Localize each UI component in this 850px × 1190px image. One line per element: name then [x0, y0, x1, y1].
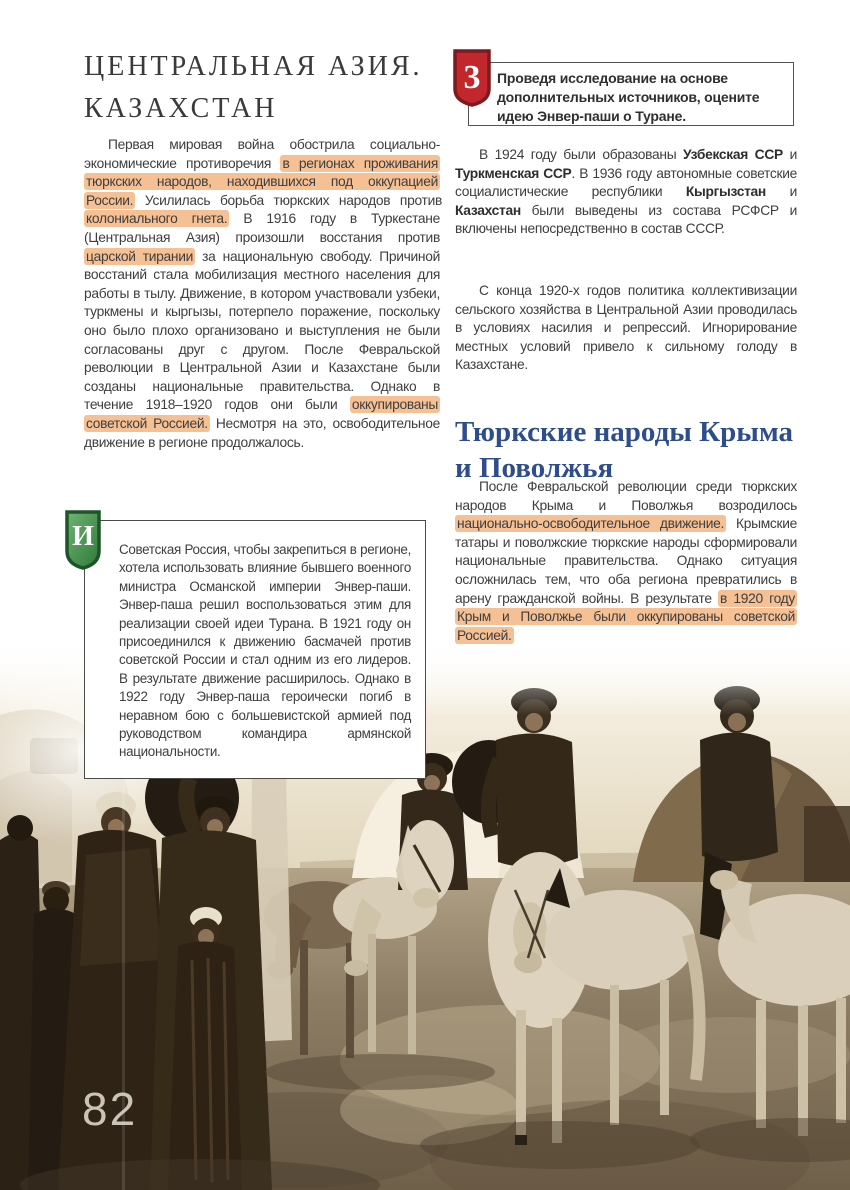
info-shield-letter: И: [72, 521, 94, 552]
text-run: В 1924 году были образованы: [479, 147, 684, 162]
text-run: Несмотря на это, освободительное движение в регионе продолжалось.: [84, 415, 440, 450]
info-shield-icon: [64, 509, 102, 571]
paragraph-crimea-volga: [455, 478, 797, 645]
text-run: и: [782, 147, 797, 162]
text-run: В 1916 году в Туркестане (Центральная Азия) произошли восстания против: [84, 211, 440, 245]
task-shield-icon: [452, 48, 492, 108]
highlighted-text: в регионах проживания тюркских народов, находившихся под оккупацией России.: [86, 155, 439, 208]
task-box: [468, 62, 794, 126]
info-box-text: Советская Россия, чтобы закрепиться в регионе, хотела использовать влияние бывшего военного министра Османской империи Энвер-паши. Энвер-паша решил воспользоваться этим для реализации своей идеи Турана. В 1921 году он присоединился к движению басмачей против советской России и стал одним из его лидеров. В результате движение расширилось. Однако в 1922 году Энвер-паша героически погиб в неравном бою с большевистской армией под руководством командира армянской национальности.: [119, 542, 411, 760]
paragraph-collectivization: [455, 282, 797, 375]
text-run: за национальную свободу. Причиной восстаний стала мобилизация местного населения для работы в тылу. Движение, в котором участвовали узбеки, туркмены и кыргызы, потерпело поражение, поскольку оно было плохо организовано и выступления не были согласованы друг с другом. После Февральской революции в Центральной Азии и Казахстане были созданы национальные правительства. Однако в течение 1918–1920 годов они были: [84, 248, 440, 413]
bold-term: Казахстан: [455, 202, 521, 218]
page-title-line1: ЦЕНТРАЛЬНАЯ АЗИЯ.: [84, 51, 423, 82]
task-text: Проведя исследование на основе дополнительных источников, оцените идею Энвер-паши о Туране.: [497, 70, 760, 124]
text-run: Первая мировая война обострила социально-экономические противоречия: [84, 137, 440, 171]
bold-term: Узбекская ССР: [683, 147, 783, 162]
text-run: Крымские татары и поволжские тюркские народы сформировали национальные правительства. Однако ситуация осложнилась тем, что оба региона превратились в арену гражданской войны. В результате: [455, 516, 797, 606]
text-run: Усилилась борьба тюркских народов против: [135, 192, 442, 208]
info-box: [84, 520, 426, 779]
intro-paragraph: [84, 136, 440, 452]
text-run: С конца 1920-х годов политика коллективизации сельского хозяйства в Центральной Азии проводилась в условиях насилия и репрессий. Игнорирование местных условий привело к сильному голоду в Казахстане.: [455, 283, 797, 373]
page-title: [84, 46, 444, 130]
highlighted-text: царской тирании: [86, 248, 194, 264]
page-number: 82: [82, 1083, 138, 1135]
text-run: были выведены из состава РСФСР и включены непосредственно в состав СССР.: [455, 202, 797, 237]
page-title-line2: КАЗАХСТАН: [84, 93, 278, 124]
bold-term: Туркменская ССР: [455, 165, 572, 181]
highlighted-text: национально-освободительное движение.: [457, 516, 725, 532]
text-run: . В 1936 году автономные советские социалистические республики: [455, 165, 797, 200]
task-number: 3: [463, 59, 481, 96]
highlighted-text: оккупированы советской Россией.: [86, 397, 438, 431]
paragraph-ussr-republics: [455, 146, 797, 239]
highlighted-text: колониального гнета.: [86, 211, 228, 227]
text-run: После Февральской революции среди тюркских народов Крыма и Поволжья возродилось: [455, 479, 797, 513]
text-run: и: [765, 184, 797, 200]
highlighted-text: в 1920 году Крым и Поволжье были оккупированы советской Россией.: [457, 590, 795, 643]
bold-term: Кыргызстан: [685, 184, 766, 200]
section-title: Тюркские народы Крыма и Поволжья: [455, 416, 794, 485]
